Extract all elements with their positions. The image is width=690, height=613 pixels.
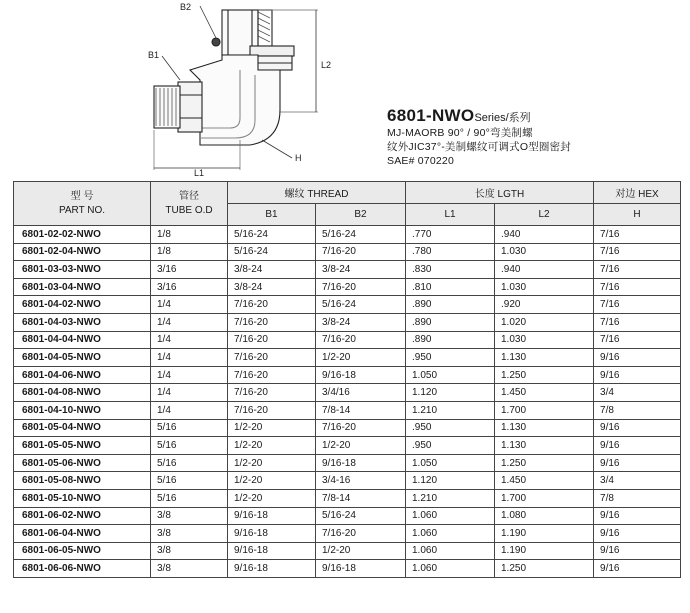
header-b2: B2 (316, 204, 406, 226)
cell-length-l1: .890 (406, 313, 495, 331)
table-row (14, 226, 681, 244)
cell-hex-h: 7/16 (594, 243, 681, 261)
cell-length-l1: 1.210 (406, 401, 495, 419)
cell-part-no: 6801-03-03-NWO (14, 261, 151, 279)
cell-length-l2: 1.250 (495, 560, 594, 578)
cell-thread-b1: 7/16-20 (228, 296, 316, 314)
cell-part-no: 6801-04-04-NWO (14, 331, 151, 349)
cell-part-no: 6801-03-04-NWO (14, 278, 151, 296)
cell-part-no: 6801-06-06-NWO (14, 560, 151, 578)
table-row (14, 507, 681, 525)
cell-hex-h: 9/16 (594, 437, 681, 455)
cell-hex-h: 9/16 (594, 560, 681, 578)
header-part-no (14, 182, 151, 226)
cell-tube-od: 1/8 (151, 226, 228, 244)
cell-part-no: 6801-02-02-NWO (14, 226, 151, 244)
cell-thread-b1: 7/16-20 (228, 366, 316, 384)
product-title (387, 106, 571, 126)
cell-thread-b2: 7/16-20 (316, 278, 406, 296)
header-thread: 螺纹 THREAD (228, 182, 406, 204)
cell-tube-od: 3/16 (151, 278, 228, 296)
cell-thread-b2: 3/4/16 (316, 384, 406, 402)
cell-length-l2: 1.030 (495, 243, 594, 261)
cell-part-no: 6801-04-08-NWO (14, 384, 151, 402)
cell-tube-od: 3/16 (151, 261, 228, 279)
table-row (14, 243, 681, 261)
cell-length-l2: 1.130 (495, 349, 594, 367)
cell-length-l2: 1.450 (495, 384, 594, 402)
cell-part-no: 6801-05-06-NWO (14, 454, 151, 472)
cell-length-l1: 1.120 (406, 384, 495, 402)
cell-thread-b2: 7/16-20 (316, 525, 406, 543)
header-l1: L1 (406, 204, 495, 226)
cell-tube-od: 1/4 (151, 366, 228, 384)
cell-hex-h: 9/16 (594, 507, 681, 525)
cell-thread-b2: 9/16-18 (316, 366, 406, 384)
header-tube-cn: 管径 (179, 190, 199, 202)
cell-length-l2: 1.450 (495, 472, 594, 490)
cell-tube-od: 1/4 (151, 401, 228, 419)
label-l1: L1 (194, 168, 205, 178)
cell-length-l1: .950 (406, 437, 495, 455)
cell-hex-h: 9/16 (594, 419, 681, 437)
cell-hex-h: 9/16 (594, 525, 681, 543)
series-label: Series/系列 (474, 112, 531, 124)
cell-length-l1: 1.050 (406, 366, 495, 384)
cell-thread-b2: 7/16-20 (316, 331, 406, 349)
header-b1: B1 (228, 204, 316, 226)
cell-tube-od: 3/8 (151, 507, 228, 525)
table-row (14, 472, 681, 490)
header-part-cn: 型 号 (70, 190, 94, 202)
cell-thread-b1: 5/16-24 (228, 226, 316, 244)
cell-thread-b2: 3/8-24 (316, 313, 406, 331)
cell-length-l1: 1.210 (406, 489, 495, 507)
cell-part-no: 6801-06-02-NWO (14, 507, 151, 525)
cell-thread-b1: 9/16-18 (228, 525, 316, 543)
cell-length-l2: 1.250 (495, 454, 594, 472)
cell-tube-od: 1/4 (151, 349, 228, 367)
model-number: 6801-NWO (387, 106, 475, 125)
cell-length-l1: .890 (406, 296, 495, 314)
cell-hex-h: 7/16 (594, 296, 681, 314)
cell-part-no: 6801-04-10-NWO (14, 401, 151, 419)
label-b2: B2 (180, 2, 192, 12)
cell-length-l1: 1.060 (406, 560, 495, 578)
cell-thread-b1: 3/8-24 (228, 278, 316, 296)
cell-length-l2: 1.080 (495, 507, 594, 525)
cell-thread-b2: 1/2-20 (316, 349, 406, 367)
table-row (14, 401, 681, 419)
header-h: H (594, 204, 681, 226)
cell-tube-od: 1/8 (151, 243, 228, 261)
cell-length-l1: .780 (406, 243, 495, 261)
cell-hex-h: 3/4 (594, 384, 681, 402)
label-b1: B1 (148, 50, 160, 60)
cell-hex-h: 9/16 (594, 349, 681, 367)
cell-tube-od: 5/16 (151, 437, 228, 455)
cell-part-no: 6801-05-10-NWO (14, 489, 151, 507)
cell-tube-od: 3/8 (151, 560, 228, 578)
cell-hex-h: 7/16 (594, 226, 681, 244)
table-body (14, 226, 681, 578)
table-row (14, 419, 681, 437)
cell-length-l1: .890 (406, 331, 495, 349)
header-tube-en: TUBE O.D (165, 204, 213, 216)
cell-thread-b2: 7/16-20 (316, 419, 406, 437)
cell-length-l1: 1.060 (406, 542, 495, 560)
cell-tube-od: 5/16 (151, 489, 228, 507)
table-row (14, 296, 681, 314)
cell-thread-b1: 1/2-20 (228, 489, 316, 507)
cell-part-no: 6801-02-04-NWO (14, 243, 151, 261)
cell-thread-b1: 3/8-24 (228, 261, 316, 279)
cell-part-no: 6801-04-02-NWO (14, 296, 151, 314)
cell-length-l2: 1.130 (495, 437, 594, 455)
table-row (14, 437, 681, 455)
cell-hex-h: 7/8 (594, 401, 681, 419)
table-row (14, 454, 681, 472)
table-row (14, 278, 681, 296)
table-row (14, 542, 681, 560)
description-line-1: MJ-MAORB 90° / 90°弯美制螺 (387, 127, 533, 139)
cell-thread-b2: 3/4-16 (316, 472, 406, 490)
cell-thread-b2: 1/2-20 (316, 542, 406, 560)
cell-thread-b2: 9/16-18 (316, 560, 406, 578)
cell-length-l2: .940 (495, 261, 594, 279)
cell-hex-h: 7/16 (594, 278, 681, 296)
table-row (14, 384, 681, 402)
cell-part-no: 6801-06-04-NWO (14, 525, 151, 543)
cell-length-l2: 1.700 (495, 489, 594, 507)
cell-thread-b1: 9/16-18 (228, 560, 316, 578)
table-row (14, 349, 681, 367)
cell-length-l1: .950 (406, 419, 495, 437)
cell-tube-od: 1/4 (151, 296, 228, 314)
spec-table (13, 181, 681, 578)
header-hex: 对边 HEX (594, 182, 681, 204)
cell-thread-b2: 5/16-24 (316, 226, 406, 244)
header-length: 长度 LGTH (406, 182, 594, 204)
cell-tube-od: 3/8 (151, 525, 228, 543)
cell-hex-h: 9/16 (594, 454, 681, 472)
cell-length-l1: .830 (406, 261, 495, 279)
table-row (14, 525, 681, 543)
label-h: H (295, 153, 302, 163)
cell-length-l1: 1.050 (406, 454, 495, 472)
table-row (14, 366, 681, 384)
cell-thread-b1: 7/16-20 (228, 384, 316, 402)
cell-hex-h: 7/16 (594, 313, 681, 331)
cell-thread-b1: 1/2-20 (228, 419, 316, 437)
table-row (14, 331, 681, 349)
cell-hex-h: 7/8 (594, 489, 681, 507)
cell-thread-b1: 1/2-20 (228, 454, 316, 472)
cell-thread-b2: 1/2-20 (316, 437, 406, 455)
cell-hex-h: 7/16 (594, 331, 681, 349)
cell-thread-b1: 1/2-20 (228, 437, 316, 455)
cell-tube-od: 3/8 (151, 542, 228, 560)
cell-thread-b2: 9/16-18 (316, 454, 406, 472)
cell-hex-h: 7/16 (594, 261, 681, 279)
cell-length-l2: .920 (495, 296, 594, 314)
header-tube-od (151, 182, 228, 226)
cell-thread-b1: 7/16-20 (228, 349, 316, 367)
cell-hex-h: 3/4 (594, 472, 681, 490)
cell-part-no: 6801-04-05-NWO (14, 349, 151, 367)
cell-thread-b2: 5/16-24 (316, 507, 406, 525)
label-l2: L2 (321, 60, 332, 70)
cell-thread-b2: 3/8-24 (316, 261, 406, 279)
cell-part-no: 6801-05-05-NWO (14, 437, 151, 455)
table-row (14, 560, 681, 578)
table-row (14, 313, 681, 331)
cell-length-l2: 1.030 (495, 278, 594, 296)
cell-thread-b2: 7/8-14 (316, 401, 406, 419)
cell-tube-od: 5/16 (151, 454, 228, 472)
cell-part-no: 6801-04-06-NWO (14, 366, 151, 384)
sae-number: SAE# 070220 (387, 155, 455, 167)
cell-thread-b1: 9/16-18 (228, 542, 316, 560)
cell-length-l1: 1.060 (406, 507, 495, 525)
cell-tube-od: 5/16 (151, 472, 228, 490)
cell-length-l1: .770 (406, 226, 495, 244)
cell-thread-b2: 7/16-20 (316, 243, 406, 261)
fitting-drawing (140, 0, 380, 180)
cell-thread-b1: 1/2-20 (228, 472, 316, 490)
cell-length-l2: 1.700 (495, 401, 594, 419)
cell-length-l2: 1.190 (495, 525, 594, 543)
cell-thread-b1: 5/16-24 (228, 243, 316, 261)
cell-part-no: 6801-05-08-NWO (14, 472, 151, 490)
cell-tube-od: 1/4 (151, 331, 228, 349)
cell-length-l2: 1.130 (495, 419, 594, 437)
cell-length-l2: 1.030 (495, 331, 594, 349)
cell-thread-b1: 7/16-20 (228, 313, 316, 331)
cell-length-l2: 1.020 (495, 313, 594, 331)
cell-thread-b1: 7/16-20 (228, 401, 316, 419)
cell-part-no: 6801-05-04-NWO (14, 419, 151, 437)
cell-length-l1: 1.060 (406, 525, 495, 543)
cell-thread-b1: 7/16-20 (228, 331, 316, 349)
cell-length-l2: 1.250 (495, 366, 594, 384)
cell-hex-h: 9/16 (594, 366, 681, 384)
header-l2: L2 (495, 204, 594, 226)
cell-part-no: 6801-04-03-NWO (14, 313, 151, 331)
cell-length-l1: .810 (406, 278, 495, 296)
table-row (14, 489, 681, 507)
cell-thread-b1: 9/16-18 (228, 507, 316, 525)
cell-hex-h: 9/16 (594, 542, 681, 560)
table-row (14, 261, 681, 279)
cell-tube-od: 5/16 (151, 419, 228, 437)
title-block (387, 106, 571, 168)
cell-tube-od: 1/4 (151, 313, 228, 331)
cell-thread-b2: 7/8-14 (316, 489, 406, 507)
cell-tube-od: 1/4 (151, 384, 228, 402)
cell-length-l1: 1.120 (406, 472, 495, 490)
cell-length-l1: .950 (406, 349, 495, 367)
cell-length-l2: .940 (495, 226, 594, 244)
description-line-2: 纹外JIC37°-美制螺纹可调式O型圈密封 (387, 141, 571, 153)
cell-thread-b2: 5/16-24 (316, 296, 406, 314)
cell-part-no: 6801-06-05-NWO (14, 542, 151, 560)
cell-length-l2: 1.190 (495, 542, 594, 560)
header-part-en: PART NO. (58, 204, 106, 216)
